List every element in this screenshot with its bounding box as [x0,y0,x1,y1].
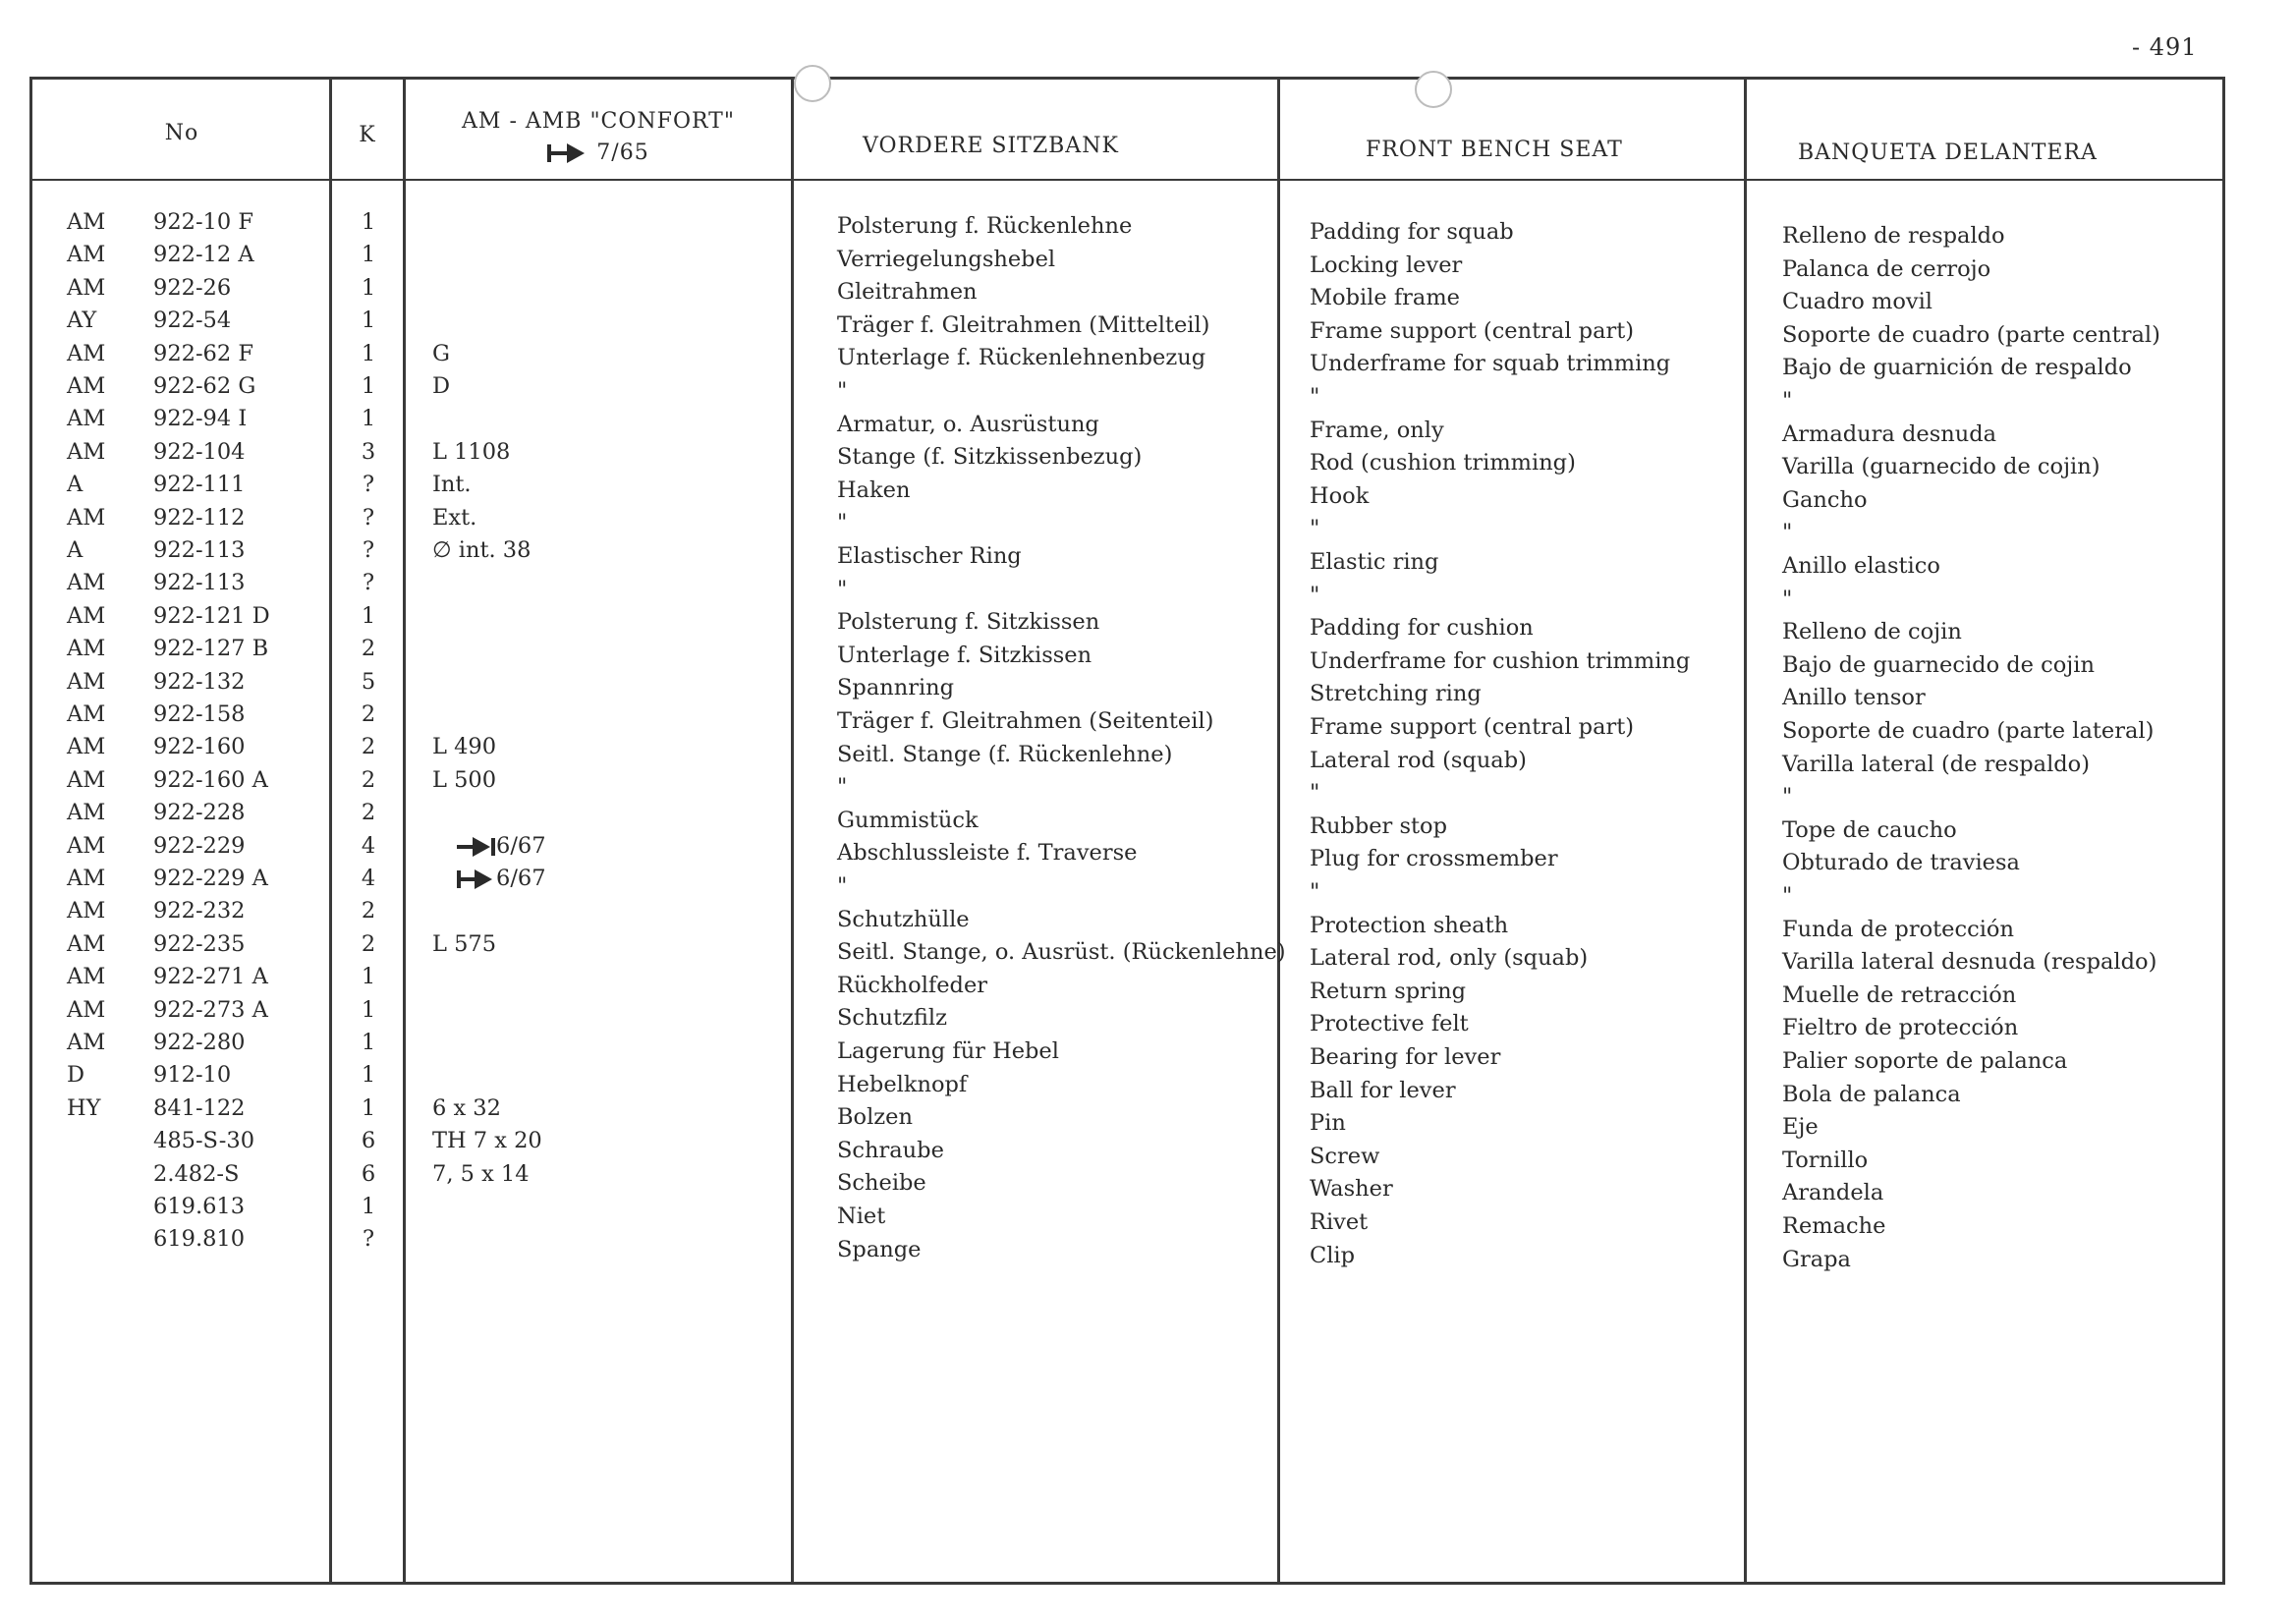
until-date-arrow-icon [457,836,496,858]
part-quantity: 1 [361,274,376,301]
part-model-date: 6/67 [496,832,546,859]
part-description-german: Stange (f. Sitzkissenbezug) [837,444,1143,471]
part-prefix: AM [67,866,106,891]
part-description-spanish: " [1782,883,1793,909]
part-prefix: AM [67,1030,106,1055]
part-description-english: Clip [1310,1242,1356,1268]
part-description-spanish: Palier soporte de palanca [1782,1048,2068,1074]
part-description-spanish: Cuadro movil [1782,289,1932,315]
part-model-date: 6/67 [496,866,546,891]
part-description-spanish: Muelle de retracción [1782,981,2017,1008]
part-description-english: Frame, only [1310,417,1444,443]
part-description-spanish: Eje [1782,1114,1819,1141]
part-number: 912-10 [153,1062,232,1089]
part-number: 922-62 G [153,373,256,399]
part-description-german: " [837,873,848,899]
part-number: 485-S-30 [153,1128,255,1154]
part-description-german: " [837,510,848,536]
part-description-english: Underframe for cushion trimming [1310,647,1691,674]
part-description-english: Rubber stop [1310,812,1447,839]
part-number: 922-235 [153,930,246,957]
part-description-english: " [1310,516,1320,542]
part-description-german: Unterlage f. Sitzkissen [837,642,1092,668]
part-quantity: ? [362,570,375,596]
part-description-spanish: Varilla (guarnecido de cojin) [1782,454,2100,480]
part-model-note: L 490 [432,734,497,760]
part-description-english: Padding for squab [1310,219,1514,245]
header-am-model-date: 7/65 [596,140,649,165]
part-number: 922-113 [153,570,246,596]
part-quantity: 2 [361,701,376,727]
part-number: 922-160 A [153,766,268,793]
header-english: FRONT BENCH SEAT [1366,138,1623,162]
part-description-spanish: Anillo tensor [1782,685,1926,711]
part-description-english: Elastic ring [1310,549,1439,575]
part-description-german: Scheibe [837,1170,926,1197]
part-number: 922-121 D [153,602,270,629]
part-description-german: Lagerung für Hebel [837,1038,1059,1064]
part-quantity: 1 [361,1062,376,1089]
part-description-spanish: Bajo de guarnición de respaldo [1782,355,2132,381]
part-description-german: " [837,378,848,404]
header-spanish: BANQUETA DELANTERA [1798,140,2098,165]
part-prefix: AY [67,308,97,334]
part-description-german: Seitl. Stange (f. Rückenlehne) [837,741,1173,767]
part-prefix: AM [67,996,106,1023]
part-description-spanish: Gancho [1782,486,1868,513]
part-description-spanish: Obturado de traviesa [1782,850,2020,876]
header-no: No [164,121,199,145]
part-description-german: Spange [837,1236,922,1262]
part-number: 922-12 A [153,242,254,268]
part-description-spanish: Remache [1782,1213,1886,1239]
part-description-english: Protective felt [1310,1011,1469,1037]
part-prefix: AM [67,274,106,301]
part-description-english: Hook [1310,482,1370,509]
part-description-german: Unterlage f. Rückenlehnenbezug [837,345,1206,371]
part-prefix: A [67,472,84,498]
part-description-spanish: Fieltro de protección [1782,1015,2019,1041]
part-prefix: AM [67,701,106,727]
part-prefix: AM [67,438,106,465]
part-description-german: " [837,576,848,602]
part-description-english: Plug for crossmember [1310,846,1558,872]
part-quantity: 1 [361,340,376,366]
part-description-german: Abschlussleiste f. Traverse [837,840,1138,867]
part-prefix: AM [67,373,106,399]
part-model-note: ∅ int. 38 [432,537,532,563]
header-german: VORDERE SITZBANK [863,134,1119,158]
part-description-spanish: Tope de caucho [1782,816,1957,843]
part-number: 2.482-S [153,1160,240,1187]
part-number: 922-94 I [153,406,248,432]
part-number: 922-228 [153,800,246,826]
part-description-english: Rod (cushion trimming) [1310,450,1576,476]
part-description-english: Frame support (central part) [1310,317,1635,344]
part-model-note [457,831,781,861]
part-model-note: D [432,373,451,399]
part-quantity: 1 [361,209,376,235]
part-number: 922-280 [153,1030,246,1055]
part-description-german: " [837,774,848,801]
part-description-spanish: " [1782,586,1793,612]
part-description-german: Haken [837,476,911,503]
part-number: 922-132 [153,668,246,695]
part-quantity: 2 [361,898,376,924]
part-description-english: Frame support (central part) [1310,714,1635,740]
part-description-english: Stretching ring [1310,681,1482,707]
part-description-spanish: Tornillo [1782,1147,1869,1173]
from-date-arrow-icon [547,142,588,164]
part-quantity: 6 [361,1160,376,1187]
part-number: 922-54 [153,308,232,334]
part-description-spanish: Grapa [1782,1246,1851,1272]
part-model-note: Ext. [432,504,477,531]
part-description-spanish: Varilla lateral desnuda (respaldo) [1782,949,2157,976]
part-model-note: L 1108 [432,438,511,465]
page-number: - 491 [2132,33,2198,61]
part-prefix: AM [67,242,106,268]
part-prefix: AM [67,734,106,760]
part-description-english: Underframe for squab trimming [1310,351,1671,377]
part-description-spanish: Soporte de cuadro (parte central) [1782,321,2160,348]
part-description-german: Spannring [837,675,955,701]
part-model-note: G [432,340,450,366]
part-quantity: 1 [361,373,376,399]
part-quantity: ? [362,472,375,498]
part-quantity: 4 [361,832,376,859]
part-description-english: Mobile frame [1310,285,1460,311]
part-description-spanish: " [1782,520,1793,546]
part-prefix: AM [67,636,106,662]
part-number: 619.613 [153,1194,246,1219]
part-model-note: 6 x 32 [432,1094,501,1121]
part-description-spanish: Relleno de cojin [1782,619,1962,645]
part-prefix: AM [67,602,106,629]
part-quantity: ? [362,1226,375,1253]
header-am-model-line1: AM - AMB "CONFORT" [462,109,735,134]
binder-hole [794,65,831,102]
part-prefix: AM [67,209,106,235]
part-prefix: AM [67,766,106,793]
part-quantity: 5 [361,668,376,695]
part-quantity: 1 [361,1094,376,1121]
part-description-german: Schutzfilz [837,1005,947,1032]
part-model-note: Int. [432,472,472,498]
part-model-note: L 575 [432,930,497,957]
part-number: 922-26 [153,274,232,301]
part-description-english: Screw [1310,1143,1380,1169]
part-description-spanish: " [1782,784,1793,811]
part-description-spanish: Funda de protección [1782,916,2014,942]
part-description-english: Rivet [1310,1209,1369,1235]
part-description-german: Seitl. Stange, o. Ausrüst. (Rückenlehne) [837,939,1286,966]
part-quantity: 3 [361,438,376,465]
part-number: 922-127 B [153,636,269,662]
part-quantity: 1 [361,406,376,432]
part-prefix: AM [67,832,106,859]
part-description-german: Hebelknopf [837,1071,968,1097]
binder-hole [1415,71,1452,108]
part-model-note: L 500 [432,766,497,793]
part-number: 922-232 [153,898,246,924]
part-number: 922-271 A [153,964,268,990]
part-quantity: 1 [361,964,376,990]
part-description-spanish: Armadura desnuda [1782,420,1997,447]
part-prefix: AM [67,964,106,990]
part-description-spanish: " [1782,388,1793,414]
part-description-english: Washer [1310,1176,1393,1203]
part-prefix: HY [67,1094,101,1121]
part-quantity: 1 [361,308,376,334]
part-description-english: " [1310,879,1320,905]
part-description-english: " [1310,384,1320,410]
part-prefix: AM [67,504,106,531]
part-description-english: " [1310,780,1320,807]
part-quantity: 2 [361,636,376,662]
part-number: 841-122 [153,1094,246,1121]
part-description-spanish: Anillo elastico [1782,553,1940,579]
part-description-german: Polsterung f. Rückenlehne [837,213,1133,239]
header-separator [29,179,2225,181]
part-description-german: Schutzhülle [837,906,970,932]
part-description-german: Polsterung f. Sitzkissen [837,609,1100,636]
part-number: 922-113 [153,537,246,563]
part-quantity: 2 [361,734,376,760]
part-number: 922-104 [153,438,246,465]
part-quantity: 2 [361,800,376,826]
part-quantity: 1 [361,1030,376,1055]
part-description-english: Return spring [1310,978,1466,1004]
part-number: 922-229 [153,832,246,859]
part-description-german: Schraube [837,1137,944,1163]
part-description-german: Bolzen [837,1104,913,1131]
part-description-english: Locking lever [1310,252,1463,278]
part-prefix: AM [67,800,106,826]
part-number: 922-10 F [153,209,253,235]
part-description-german: Verriegelungshebel [837,246,1056,272]
part-quantity: 1 [361,602,376,629]
part-prefix: A [67,537,84,563]
part-description-spanish: Palanca de cerrojo [1782,255,1991,282]
part-description-german: Rückholfeder [837,972,988,998]
part-description-spanish: Varilla lateral (de respaldo) [1782,751,2091,777]
part-description-english: Lateral rod (squab) [1310,747,1527,773]
part-quantity: 2 [361,766,376,793]
part-number: 922-112 [153,504,246,531]
part-prefix: AM [67,406,106,432]
part-quantity: ? [362,504,375,531]
column-divider [1744,79,1747,1582]
part-number: 619.810 [153,1226,246,1253]
part-quantity: 1 [361,1194,376,1219]
column-divider [1277,79,1280,1582]
part-prefix: D [67,1062,85,1089]
header-am-model [406,106,791,169]
part-quantity: 2 [361,930,376,957]
part-description-german: Elastischer Ring [837,543,1022,569]
part-quantity: ? [362,537,375,563]
part-description-german: Gleitrahmen [837,279,978,306]
part-quantity: 6 [361,1128,376,1154]
part-description-english: Protection sheath [1310,912,1509,938]
part-description-english: Padding for cushion [1310,615,1534,642]
header-k: K [359,123,376,147]
part-model-note: 7, 5 x 14 [432,1160,530,1187]
part-description-german: Niet [837,1204,886,1229]
part-number: 922-62 F [153,340,253,366]
part-number: 922-160 [153,734,246,760]
part-description-spanish: Arandela [1782,1180,1884,1206]
part-description-german: Träger f. Gleitrahmen (Mittelteil) [837,311,1210,338]
part-description-german: Träger f. Gleitrahmen (Seitenteil) [837,708,1214,734]
part-description-english: Pin [1310,1110,1346,1137]
part-description-english: Lateral rod, only (squab) [1310,945,1589,972]
part-description-english: " [1310,582,1320,608]
column-divider [791,79,794,1582]
part-number: 922-111 [153,472,246,498]
part-description-english: Ball for lever [1310,1077,1456,1103]
part-description-spanish: Relleno de respaldo [1782,223,2005,249]
part-description-german: Gummistück [837,807,979,833]
part-quantity: 1 [361,242,376,268]
header-am-model-line2 [406,138,791,169]
column-divider [403,79,406,1582]
part-model-note [457,864,781,893]
part-number: 922-273 A [153,996,268,1023]
part-model-note: TH 7 x 20 [432,1128,542,1154]
part-prefix: AM [67,898,106,924]
part-description-english: Bearing for lever [1310,1044,1501,1070]
part-number: 922-158 [153,701,246,727]
part-description-spanish: Soporte de cuadro (parte lateral) [1782,718,2155,744]
part-description-spanish: Bola de palanca [1782,1081,1961,1107]
part-prefix: AM [67,570,106,596]
from-date-arrow-icon [457,868,496,890]
part-prefix: AM [67,930,106,957]
column-divider [329,79,332,1582]
part-description-spanish: Bajo de guarnecido de cojin [1782,651,2095,678]
part-description-german: Armatur, o. Ausrüstung [837,411,1099,437]
part-prefix: AM [67,668,106,695]
part-prefix: AM [67,340,106,366]
part-quantity: 4 [361,866,376,891]
part-quantity: 1 [361,996,376,1023]
part-number: 922-229 A [153,866,268,891]
